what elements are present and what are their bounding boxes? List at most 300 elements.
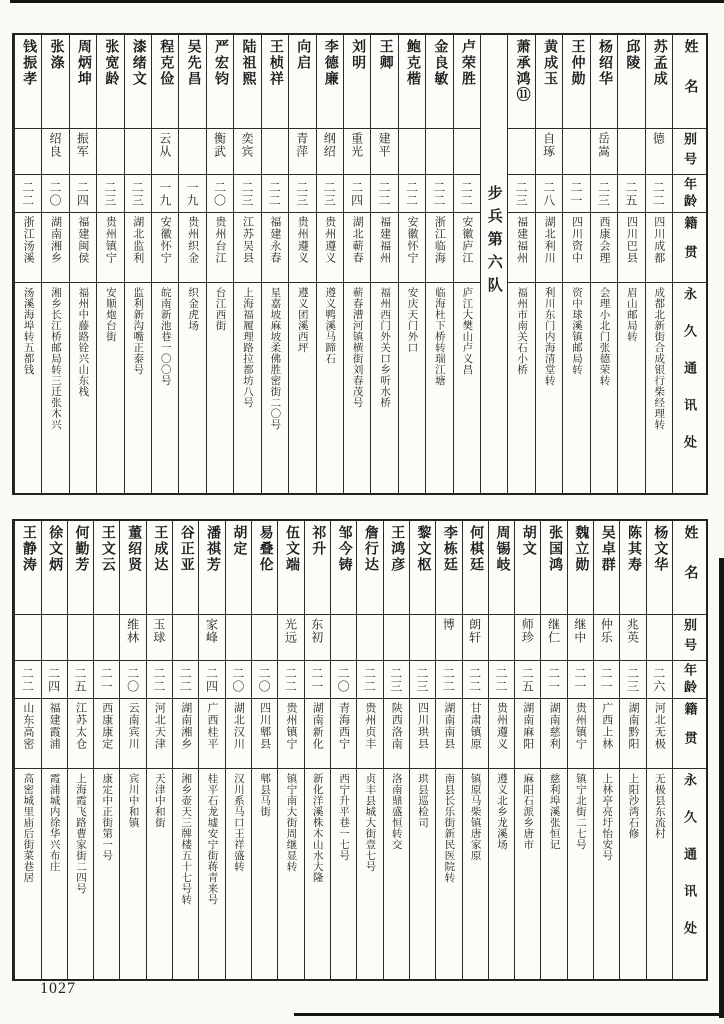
entry-address-text: 上海福履理路拉都坊八号 [241, 287, 253, 408]
directory-table-bottom [12, 519, 708, 981]
entry-origin-text: 贵州镇宁 [284, 702, 297, 750]
entry-name-text: 黄成玉 [542, 39, 558, 87]
directory-entry [96, 35, 123, 493]
entry-address-text: 星嘉坡麻坡柔佛胜密街二〇号 [269, 287, 281, 430]
entry-address-text: 麻阳石派乡唐市 [522, 773, 534, 850]
entry-address [426, 283, 452, 493]
entry-alias [620, 615, 645, 661]
entry-name-text: 易叠伦 [257, 525, 273, 573]
entry-origin [179, 213, 205, 283]
directory-entry [69, 35, 96, 493]
entry-address-text: 蕲春漕河镇横街刘春茂号 [351, 287, 363, 408]
entry-address-text: 织金虎场 [187, 287, 199, 331]
entry-origin-text: 甘肃镇原 [469, 702, 482, 750]
entry-origin-text: 四川巴县 [625, 216, 638, 264]
entry-origin [152, 213, 178, 283]
directory-entry [356, 521, 382, 979]
entry-name [289, 35, 315, 129]
entry-alias-text: 德 [651, 132, 666, 145]
entry-address [262, 283, 288, 493]
entry-age-text: 二三 [102, 180, 117, 207]
entry-age [97, 175, 123, 213]
entry-origin-text: 山东高密 [21, 702, 34, 750]
entry-address-text: 福州西门外关口乡听水桥 [379, 287, 391, 408]
entry-address [344, 283, 370, 493]
directory-entry [304, 521, 330, 979]
entry-age-text: 二三 [130, 180, 145, 207]
entry-address [515, 769, 540, 979]
directory-entry [514, 521, 540, 979]
entry-alias [152, 129, 178, 175]
entry-name [15, 521, 40, 615]
entry-origin-text: 四川资中 [570, 216, 583, 264]
entry-origin-text: 安徽怀宁 [159, 216, 172, 264]
entry-alias-text: 继中 [572, 618, 587, 644]
entry-alias [94, 615, 119, 661]
page-number: 1027 [40, 980, 76, 997]
entry-alias [463, 615, 488, 661]
entry-alias-text: 青萍 [294, 132, 309, 158]
entry-age [371, 175, 397, 213]
entry-age [410, 661, 435, 699]
entry-origin [15, 699, 40, 769]
entry-address-text: 临海杜下桥转瑞江塘 [433, 287, 445, 386]
entry-name-text: 伍文端 [283, 525, 299, 573]
entry-alias-text: 仲乐 [599, 618, 614, 644]
entry-alias-text: 玉球 [151, 618, 166, 644]
entry-age-text: 二三 [596, 180, 611, 207]
entry-address-text: 资中球溪镇邮局转 [571, 287, 583, 375]
entry-origin-text: 陕西洛南 [390, 702, 403, 750]
entry-alias [199, 615, 224, 661]
entry-address-text: 西宁升平巷一七号 [338, 773, 350, 861]
entry-origin [68, 699, 93, 769]
entry-alias [317, 129, 343, 175]
entry-name [331, 521, 356, 615]
entry-address-text: 成都北新街合成银行柴经理转 [653, 287, 665, 430]
entry-name [384, 521, 409, 615]
entry-alias [252, 615, 277, 661]
entry-age [357, 661, 382, 699]
entry-age-text: 二二 [267, 180, 282, 207]
header-age [673, 661, 706, 699]
entry-origin-text: 四川成都 [652, 216, 665, 264]
entry-name-text: 刘明 [350, 39, 366, 71]
header-name [673, 521, 706, 615]
entry-age-text: 二一 [572, 666, 587, 693]
entry-age [563, 175, 589, 213]
directory-entry [41, 35, 68, 493]
entry-alias [344, 129, 370, 175]
entry-alias [568, 615, 593, 661]
entry-origin-text: 湖北利川 [543, 216, 556, 264]
entry-age [262, 175, 288, 213]
entry-alias [357, 615, 382, 661]
directory-entry [251, 521, 277, 979]
entry-name [120, 521, 145, 615]
entry-origin [97, 213, 123, 283]
directory-entry [261, 35, 288, 493]
entry-origin [515, 699, 540, 769]
entry-address [647, 769, 672, 979]
entry-origin-text: 贵州遵义 [495, 702, 508, 750]
entry-name-text: 徐文炳 [47, 525, 63, 573]
entry-name-text: 钱振孝 [21, 39, 37, 87]
entry-name-text: 金良敏 [432, 39, 448, 87]
entry-alias [278, 615, 303, 661]
entry-address-text: 上林亭亮圩怡安号 [601, 773, 613, 861]
entry-origin-text: 贵州遵义 [323, 216, 336, 264]
entry-address-text: 安顺炮台街 [104, 287, 116, 342]
entry-address-text: 洛南鼎盛恒转交 [390, 773, 402, 850]
entry-origin [536, 213, 562, 283]
entry-name [152, 35, 178, 129]
entry-age [399, 175, 425, 213]
entry-age-text: 二一 [569, 180, 584, 207]
header-origin [673, 213, 706, 283]
directory-entry [41, 521, 67, 979]
entry-name-text: 王仲勋 [569, 39, 585, 87]
entry-age-text: 二〇 [125, 666, 140, 693]
entry-origin [436, 699, 461, 769]
entry-address-text: 郫县马街 [259, 773, 271, 817]
entry-age-text: 二四 [46, 666, 61, 693]
entry-address-text: 汉川系马口王祥盛转 [232, 773, 244, 872]
entry-alias [410, 615, 435, 661]
entry-age [42, 175, 68, 213]
header-address [673, 769, 706, 979]
entry-age-text: 二二 [459, 180, 474, 207]
entry-address [317, 283, 343, 493]
entry-age [591, 175, 617, 213]
entry-age [278, 661, 303, 699]
entry-age-text: 二八 [541, 180, 556, 207]
entry-name [515, 521, 540, 615]
directory-entry [316, 35, 343, 493]
entry-name [42, 521, 67, 615]
entry-name [305, 521, 330, 615]
entry-name-text: 詹行达 [362, 525, 378, 573]
entry-age-text: 二五 [520, 666, 535, 693]
entry-age-text: 二〇 [336, 666, 351, 693]
entry-address [489, 769, 514, 979]
entry-alias [647, 615, 672, 661]
entry-age [173, 661, 198, 699]
entry-alias [515, 615, 540, 661]
entry-alias-text: 自琢 [541, 132, 556, 158]
entry-name-text: 杨绍华 [596, 39, 612, 87]
entry-name-text: 王成达 [152, 525, 168, 573]
entry-alias [618, 129, 644, 175]
entry-origin [289, 213, 315, 283]
entry-address-text: 皖南新池巷一〇〇号 [159, 287, 171, 386]
directory-entry [343, 35, 370, 493]
entry-alias [179, 129, 205, 175]
entry-name [147, 521, 172, 615]
entry-origin [563, 213, 589, 283]
entry-origin [384, 699, 409, 769]
entry-address-text: 湘乡壶天三牌楼五十七号转 [180, 773, 192, 905]
entry-address-text: 珙县巡检司 [417, 773, 429, 828]
directory-entry [383, 521, 409, 979]
entry-age [594, 661, 619, 699]
entry-alias-text: 绍良 [48, 132, 62, 158]
entry-origin-text: 福建永春 [268, 216, 281, 264]
entry-alias [305, 615, 330, 661]
entry-origin-text: 福建霞浦 [48, 702, 61, 750]
entry-name-text: 向启 [295, 39, 311, 71]
entry-origin [489, 699, 514, 769]
entry-name [647, 521, 672, 615]
directory-entry [562, 35, 589, 493]
entry-age [179, 175, 205, 213]
entry-origin [125, 213, 151, 283]
entry-address-text: 庐江大樊山卢义昌 [461, 287, 473, 375]
entry-name-text: 黎文枢 [415, 525, 431, 573]
entry-age [305, 661, 330, 699]
entry-origin-text: 云南宾川 [127, 702, 140, 750]
entry-name-text: 王静涛 [20, 525, 36, 573]
entry-age [152, 175, 178, 213]
entry-origin [207, 213, 233, 283]
entry-name [344, 35, 370, 129]
entry-alias-text: 云从 [157, 132, 172, 158]
entry-address-text: 新化洋溪株木山水大隆 [311, 773, 323, 883]
entry-name [234, 35, 260, 129]
header-address-label: 永久通讯处 [682, 773, 697, 958]
entry-age [147, 661, 172, 699]
entry-address [463, 769, 488, 979]
directory-entry [540, 521, 566, 979]
entry-age [68, 661, 93, 699]
entry-address [536, 283, 562, 493]
directory-entry [93, 521, 119, 979]
entry-origin-text: 江苏太仓 [74, 702, 87, 750]
entry-origin [305, 699, 330, 769]
directory-entry [67, 521, 93, 979]
entry-name [70, 35, 96, 129]
entry-address-text: 贞丰县城大街壹七号 [364, 773, 376, 872]
entry-age [252, 661, 277, 699]
entry-age [436, 661, 461, 699]
entry-name-text: 杨文华 [652, 525, 668, 573]
entry-alias-text: 建平 [377, 132, 392, 158]
entry-name [15, 35, 41, 129]
entry-address [120, 769, 145, 979]
entry-alias-text: 岳嵩 [596, 132, 611, 158]
entry-address [152, 283, 178, 493]
entry-origin-text: 湖南南县 [442, 702, 455, 750]
entry-origin-text: 湖南新化 [311, 702, 324, 750]
directory-entry [14, 521, 40, 979]
entry-alias [173, 615, 198, 661]
directory-entry [198, 521, 224, 979]
entry-address [591, 283, 617, 493]
entry-origin-text: 贵州镇宁 [574, 702, 587, 750]
entry-name-text: 邱陵 [624, 39, 640, 71]
entry-name [536, 35, 562, 129]
directory-entry [370, 35, 397, 493]
entry-name-text: 漆绪文 [130, 39, 146, 87]
entry-alias [591, 129, 617, 175]
header-origin [673, 699, 706, 769]
entry-age-text: 二二 [493, 666, 508, 693]
entry-address [541, 769, 566, 979]
entry-name-text: 何棋廷 [468, 525, 484, 573]
entry-alias-text: 光远 [283, 618, 298, 644]
entry-age [199, 661, 224, 699]
directory-entry [425, 35, 452, 493]
entry-age-text: 二三 [388, 666, 403, 693]
entry-origin-text: 贵州遵义 [296, 216, 309, 264]
entry-age-text: 二一 [309, 666, 324, 693]
directory-entry [398, 35, 425, 493]
entry-age [426, 175, 452, 213]
entry-age [463, 661, 488, 699]
entry-origin [357, 699, 382, 769]
entry-name-text: 张涤 [48, 39, 64, 71]
scan-edge-top [10, 0, 724, 3]
entry-name-text: 张国鸿 [547, 525, 563, 573]
entry-age [620, 661, 645, 699]
entry-alias-text: 重光 [349, 132, 364, 158]
header-origin-label: 籍贯 [682, 216, 698, 274]
entry-name [563, 35, 589, 129]
entry-address [436, 769, 461, 979]
entry-address-text: 无极县东流村 [653, 773, 665, 839]
directory-entry [409, 521, 435, 979]
header-alias [673, 129, 706, 175]
entry-name [454, 35, 480, 129]
entry-name [594, 521, 619, 615]
entry-address [207, 283, 233, 493]
row-header-column [672, 521, 706, 979]
entry-address-text: 宾川中和镇 [127, 773, 139, 828]
entry-age-text: 二二 [362, 666, 377, 693]
entry-name [410, 521, 435, 615]
entry-age-text: 二六 [651, 666, 666, 693]
entry-alias-text: 维林 [125, 618, 140, 644]
entry-address-text: 霞浦城内徐华兴布庄 [48, 773, 60, 872]
entry-name [489, 521, 514, 615]
entry-age [94, 661, 119, 699]
entry-alias [262, 129, 288, 175]
entry-origin [647, 699, 672, 769]
entry-address [15, 769, 40, 979]
entry-alias-text: 振军 [75, 132, 90, 158]
entry-origin [199, 699, 224, 769]
entry-address [563, 283, 589, 493]
entry-name-text: 陆祖熙 [240, 39, 256, 87]
entry-age [289, 175, 315, 213]
entry-address [594, 769, 619, 979]
entry-address-text: 利川东门内海清堂转 [543, 287, 555, 386]
entry-name [399, 35, 425, 129]
entry-address [410, 769, 435, 979]
entry-name [591, 35, 617, 129]
entry-age-text: 二四 [349, 180, 364, 207]
header-alias [673, 615, 706, 661]
entry-origin [454, 213, 480, 283]
entry-name [426, 35, 452, 129]
entry-age [226, 661, 251, 699]
entry-age-text: 二三 [514, 180, 529, 207]
entry-age-text: 二二 [651, 180, 666, 207]
entry-name [125, 35, 151, 129]
entry-alias [563, 129, 589, 175]
entry-origin-text: 福建闽侯 [76, 216, 89, 264]
entry-age [42, 661, 67, 699]
entry-name-text: 王鸿彦 [389, 525, 405, 573]
section-divider-label: 步兵第六队 [485, 185, 502, 300]
entry-origin-text: 青海西宁 [337, 702, 350, 750]
entry-age-text: 二二 [467, 666, 482, 693]
entry-age [331, 661, 356, 699]
entry-name-text: 卢荣胜 [459, 39, 475, 87]
entry-alias [15, 615, 40, 661]
header-address-label: 永久通讯处 [682, 287, 697, 472]
directory-entry [507, 35, 534, 493]
entry-origin [331, 699, 356, 769]
entry-address-text: 安庆天门外口 [406, 287, 418, 353]
entry-address-text: 高密城里庙后街菜巷居 [22, 773, 34, 883]
entry-age-text: 二〇 [230, 666, 245, 693]
entry-age-text: 一九 [185, 180, 200, 207]
entry-origin [173, 699, 198, 769]
entry-alias [289, 129, 315, 175]
entry-age [454, 175, 480, 213]
entry-address [289, 283, 315, 493]
entry-address [454, 283, 480, 493]
entry-origin-text: 贵州织金 [186, 216, 199, 264]
entry-age [125, 175, 151, 213]
entry-address-text: 镇原马柴镇唐家原 [469, 773, 481, 861]
entry-origin-text: 广西上林 [600, 702, 613, 750]
entry-address-text: 遵义鸭溪马蹄石 [324, 287, 336, 364]
entry-age-text: 二二 [283, 666, 298, 693]
entry-origin [399, 213, 425, 283]
entry-origin-text: 河北天津 [153, 702, 166, 750]
entry-alias-text: 衡武 [212, 132, 227, 158]
entry-name-text: 潘祺芳 [205, 525, 221, 573]
entry-origin-text: 湖南湘乡 [49, 216, 62, 264]
entry-origin-text: 贵州台江 [214, 216, 227, 264]
header-origin-label: 籍贯 [682, 702, 698, 760]
header-age-label: 年龄 [682, 176, 697, 211]
entry-alias-text: 博 [441, 618, 456, 631]
header-age [673, 175, 706, 213]
directory-entry [567, 521, 593, 979]
entry-address [620, 769, 645, 979]
entry-name-text: 程克俭 [158, 39, 174, 87]
entry-address [15, 283, 41, 493]
entry-name-text: 邹今铸 [336, 525, 352, 573]
entry-origin [410, 699, 435, 769]
entry-alias-text: 家峰 [204, 618, 219, 644]
directory-entry [178, 35, 205, 493]
entry-alias [508, 129, 534, 175]
entry-alias [97, 129, 123, 175]
entry-age-text: 二二 [20, 180, 35, 207]
entry-name [646, 35, 672, 129]
entry-address-text: 汤溪海埠转五都钱 [22, 287, 34, 375]
entry-origin-text: 湖北汉川 [232, 702, 245, 750]
entry-age-text: 二三 [294, 180, 309, 207]
entry-address [42, 283, 68, 493]
entry-address [199, 769, 224, 979]
directory-entry [172, 521, 198, 979]
entry-name-text: 董绍贤 [126, 525, 142, 573]
